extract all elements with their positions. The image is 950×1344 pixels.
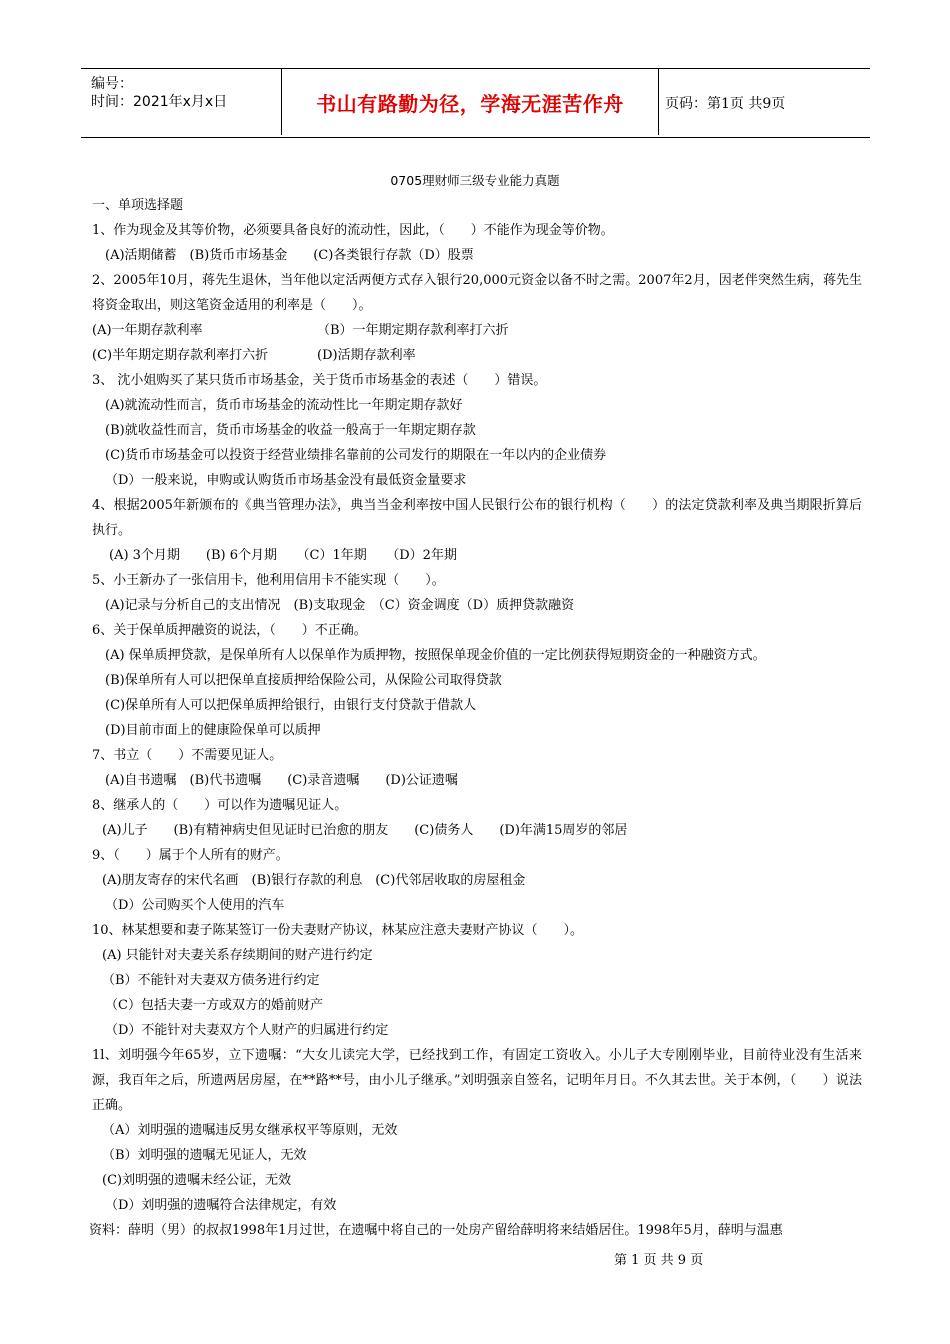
question-4-options: (A) 3个月期 (B) 6个月期 （C）1年期 （D）2年期 [109,548,457,563]
question-3-option-c: (C)货币市场基金可以投资于经营业绩排名靠前的公司发行的期限在一年以内的企业债券 [105,448,607,463]
question-6-option-b: (B)保单所有人可以把保单直接质押给保险公司，从保险公司取得贷款 [105,673,502,688]
material-paragraph: 资料：薛明（男）的叔叔1998年1月过世，在遗嘱中将自己的一处房产留给薛明将来结婚居住。1998年5月，薛明与温惠 [89,1223,783,1238]
question-8-stem: 8、继承人的（ ）可以作为遗嘱见证人。 [92,798,348,813]
question-10-option-d: （D）不能针对夫妻双方个人财产的归属进行约定 [105,1023,389,1038]
section-heading: 一、单项选择题 [92,198,184,213]
question-9-option-d: （D）公司购买个人使用的汽车 [105,898,285,913]
question-3-option-d: （D）一般来说，申购或认购货币市场基金没有最低资金量要求 [105,473,467,488]
question-2-options-row-1 [92,318,862,343]
question-10-option-a: (A) 只能针对夫妻关系存续期间的财产进行约定 [102,948,373,963]
question-3-stem: 3、 沈小姐购买了某只货币市场基金，关于货币市场基金的表述（ ）错误。 [92,373,547,388]
question-6-stem: 6、关于保单质押融资的说法，（ ）不正确。 [92,623,367,638]
question-11-option-d: （D）刘明强的遗嘱符合法律规定，有效 [105,1198,337,1213]
question-8-options: (A)儿子 (B)有精神病史但见证时已治愈的朋友 (C)债务人 (D)年满15周岁的邻居 [102,823,628,838]
question-5-stem: 5、小王新办了一张信用卡，他利用信用卡不能实现（ ）。 [92,573,445,588]
question-11-stem: 1l、刘明强今年65岁，立下遗嘱：“大女儿读完大学，已经找到工作，有固定工资收入。小儿子大专刚刚毕业，目前待业没有生活来源，我百年之后，所遗两居房屋，在**路**号，由小儿子继承。”刘明强亲自签名，记明年月日。不久其去世。关于本例，（ ）说法正确。 [92,1048,862,1113]
doc-date-label: 时间：2021年x月x日 [91,94,228,110]
question-2-stem: 2、2005年10月，蒋先生退休，当年他以定活两便方式存入银行20,000元资金以备不时之需。2007年2月，因老伴突然生病，蒋先生将资金取出，则这笔资金适用的利率是（ ）。 [92,273,862,313]
question-10-option-c: （C）包括夫妻一方或双方的婚前财产 [105,998,323,1013]
header-info [81,69,281,137]
question-11-option-c: (C)刘明强的遗嘱未经公证，无效 [102,1173,292,1188]
question-2-option-a: (A)一年期存款利率 [92,323,203,338]
question-3-option-b: (B)就收益性而言，货币市场基金的收益一般高于一年期定期存款 [105,423,476,438]
question-11-option-a: （A）刘明强的遗嘱违反男女继承权平等原则，无效 [102,1123,398,1138]
question-2-option-c: (C)半年期定期存款利率打六折 [92,348,269,363]
question-6-option-d: (D)目前市面上的健康险保单可以质押 [105,723,321,738]
question-2-option-d: (D)活期存款利率 [317,348,416,363]
document-body [89,193,862,1243]
question-2-options-row-2 [92,343,862,368]
question-9-options: (A)朋友寄存的宋代名画 (B)银行存款的利息 (C)代邻居收取的房屋租金 [102,873,526,888]
header-page-number: 页码：第1页 共9页 [665,96,786,112]
document-title: 0705理财师三级专业能力真题 [390,173,560,188]
question-5-options: (A)记录与分析自己的支出情况 (B)支取现金 （C）资金调度（D）质押贷款融资 [105,598,575,613]
question-4-stem: 4、根据2005年新颁布的《典当管理办法》，典当当金利率按中国人民银行公布的银行机构（ ）的法定贷款利率及典当期限折算后执行。 [92,498,862,538]
question-9-stem: 9、（ ）属于个人所有的财产。 [92,848,289,863]
question-10-stem: 10、林某想要和妻子陈某签订一份夫妻财产协议，林某应注意夫妻财产协议（ ）。 [92,923,584,938]
question-6-option-c: (C)保单所有人可以把保单质押给银行，由银行支付贷款于借款人 [105,698,477,713]
doc-number-label: 编号： [91,76,133,92]
question-7-options: (A)自书遗嘱 (B)代书遗嘱 (C)录音遗嘱 (D)公证遗嘱 [105,773,458,788]
question-1-stem: 1、作为现金及其等价物，必须要具备良好的流动性，因此，（ ）不能作为现金等价物。 [92,223,614,238]
header-motto: 书山有路勤为径，学海无涯苦作舟 [281,69,659,135]
question-3-option-a: (A)就流动性而言，货币市场基金的流动性比一年期定期存款好 [105,398,463,413]
question-1-options: (A)活期储蓄 (B)货币市场基金 (C)各类银行存款（D）股票 [105,248,474,263]
question-6-option-a: (A) 保单质押贷款，是保单所有人以保单作为质押物，按照保单现金价值的一定比例获得短期资金的一种融资方式。 [105,648,766,663]
page-header [81,68,870,138]
question-11-option-b: （B）刘明强的遗嘱无见证人，无效 [102,1148,307,1163]
question-2-option-b: （B）一年期定期存款利率打六折 [317,323,509,338]
page-footer: 第 1 页 共 9 页 [614,1253,704,1268]
question-7-stem: 7、书立（ ）不需要见证人。 [92,748,283,763]
question-10-option-b: （B）不能针对夫妻双方债务进行约定 [102,973,320,988]
